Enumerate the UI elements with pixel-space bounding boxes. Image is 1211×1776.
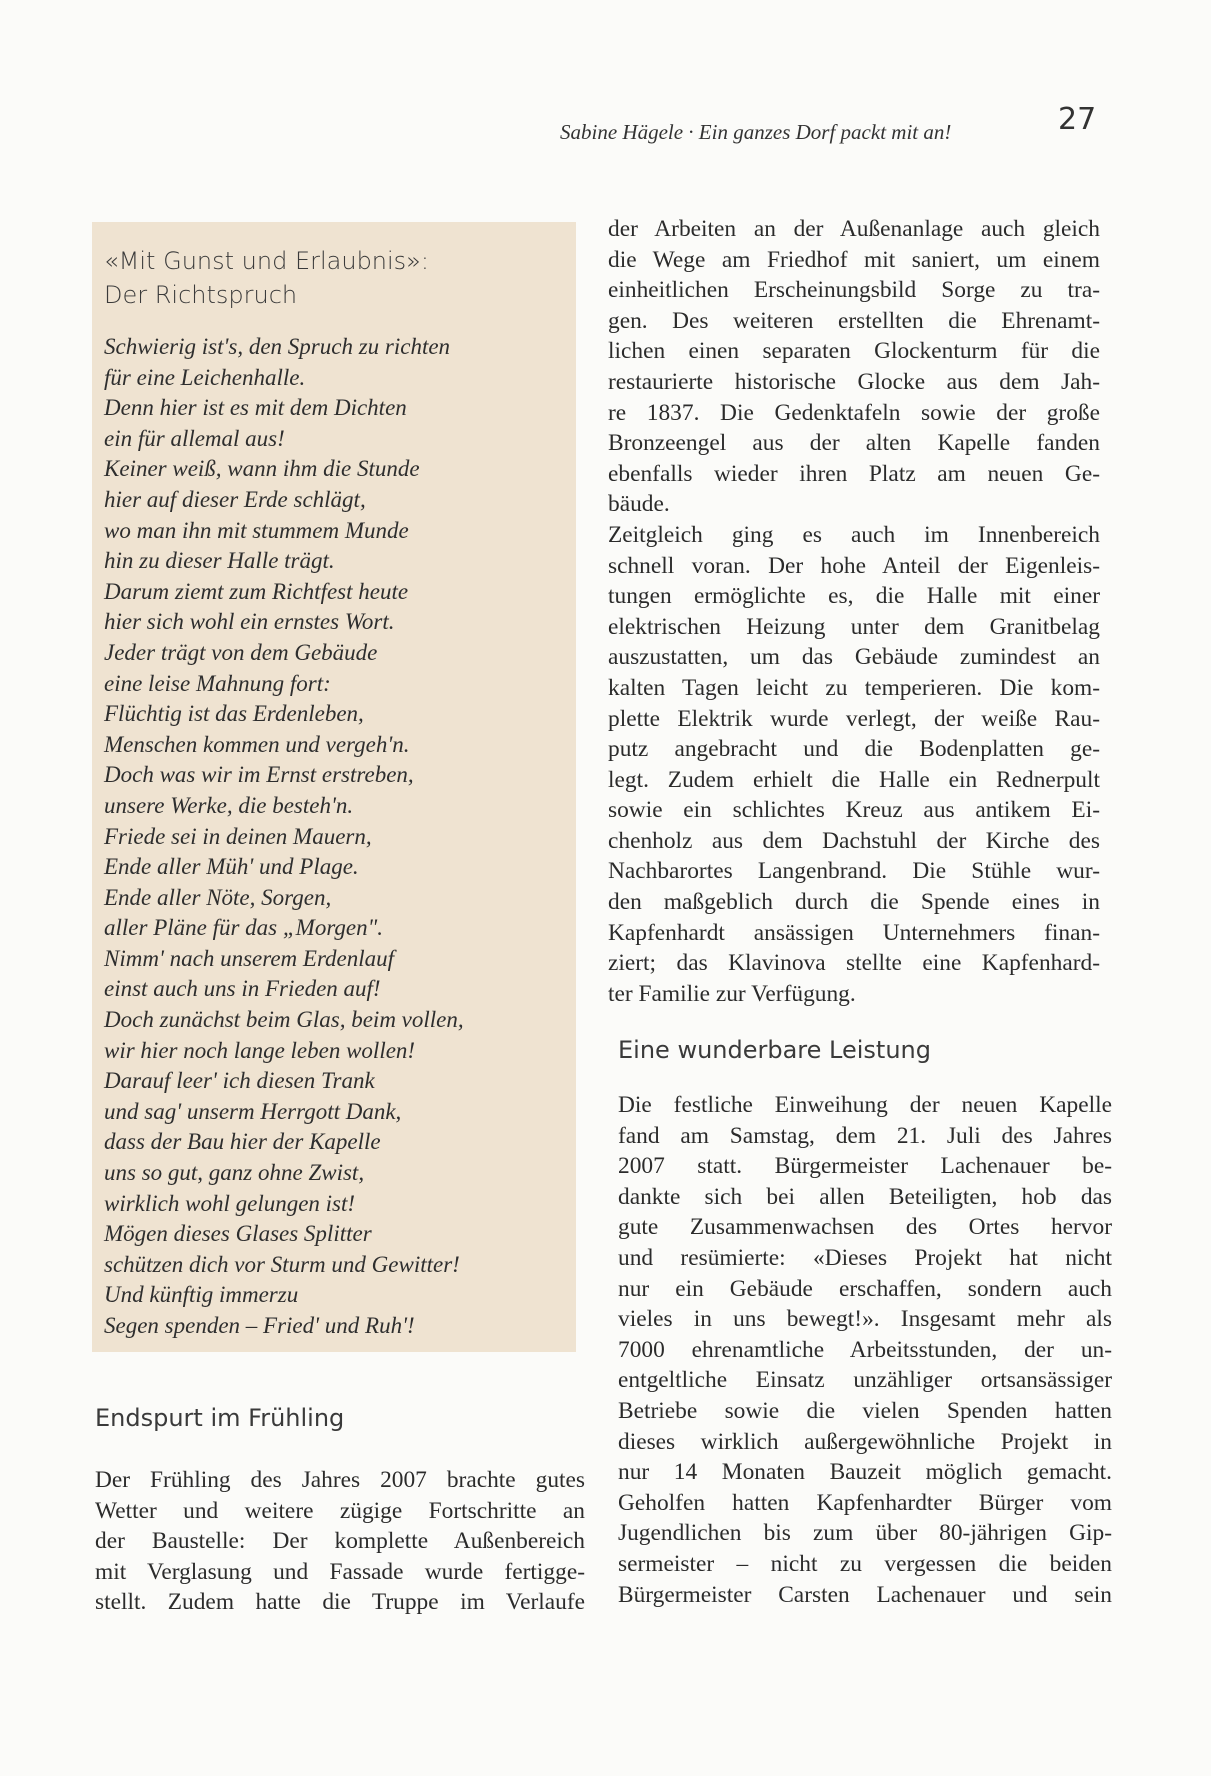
text-line: Der Frühling des Jahres 2007 brachte gutes (95, 1467, 585, 1493)
poem-line: für eine Leichenhalle. (104, 364, 306, 390)
right-column-text-a (608, 214, 1100, 1009)
text-line: 2007 statt. Bürgermeister Lachenauer be- (618, 1153, 1112, 1180)
poem-line: uns so gut, ganz ohne Zwist, (104, 1160, 365, 1186)
left-column-text (95, 1465, 585, 1618)
poem-line: und sag' unserm Herrgott Dank, (104, 1098, 402, 1124)
text-line: chenholz aus dem Dachstuhl der Kirche des (608, 827, 1100, 854)
poem-line: einst auch uns in Frieden auf! (104, 976, 381, 1002)
text-line: Bronzeengel aus der alten Kapelle fanden (608, 430, 1100, 457)
text-line: ebenfalls wieder ihren Platz am neuen Ge- (608, 460, 1100, 487)
box-heading-line: «Mit Gunst und Erlaubnis»: (104, 247, 429, 275)
text-line: sermeister – nicht zu vergessen die beiden (618, 1550, 1112, 1577)
text-line: der Baustelle: Der komplette Außenbereich (95, 1528, 585, 1555)
poem-line: aller Pläne für das „Morgen". (104, 915, 384, 941)
box-heading (104, 244, 564, 312)
poem-line: ein für allemal aus! (104, 425, 285, 451)
text-line: plette Elektrik wurde verlegt, der weiße Rau- (608, 705, 1100, 732)
text-line: Wetter und weitere zügige Fortschritte an (95, 1497, 585, 1524)
text-line: 7000 ehrenamtliche Arbeitsstunden, der un- (618, 1336, 1112, 1363)
text-line: Die festliche Einweihung der neuen Kapelle (618, 1092, 1112, 1118)
poem-line: unsere Werke, die besteh'n. (104, 792, 354, 818)
text-line: den maßgeblich durch die Spende eines in (608, 889, 1100, 916)
text-line: gute Zusammenwachsen des Ortes hervor (618, 1214, 1112, 1241)
text-line: fand am Samstag, dem 21. Juli des Jahres (618, 1122, 1112, 1149)
poem-line: Darum ziemt zum Richtfest heute (104, 578, 409, 604)
text-line: auszustatten, um das Gebäude zumindest an (608, 644, 1100, 671)
text-line: dankte sich bei allen Beteiligten, hob das (618, 1183, 1112, 1210)
text-line: Nachbarortes Langenbrand. Die Stühle wur- (608, 858, 1100, 885)
poem-line: hier sich wohl ein ernstes Wort. (104, 609, 395, 635)
poem-line: Jeder trägt von dem Gebäude (104, 639, 378, 665)
poem-line: Schwierig ist's, den Spruch zu richten (104, 334, 451, 359)
text-line: nur 14 Monaten Bauzeit möglich gemacht. (618, 1459, 1112, 1486)
text-line: nur ein Gebäude erschaffen, sondern auch (618, 1275, 1112, 1302)
text-line: sowie ein schlichtes Kreuz aus antikem Ei- (608, 797, 1100, 824)
poem-line: Keiner weiß, wann ihm die Stunde (104, 456, 420, 482)
text-line: mit Verglasung und Fassade wurde fertigge- (95, 1558, 585, 1585)
text-line: einheitlichen Erscheinungsbild Sorge zu tra- (608, 277, 1100, 304)
poem-line: hin zu dieser Halle trägt. (104, 548, 335, 574)
poem-line: Ende aller Müh' und Plage. (104, 854, 359, 880)
poem (104, 332, 564, 1342)
poem-line: hier auf dieser Erde schlägt, (104, 486, 366, 512)
poem-line: Nimm' nach unserem Erdenlauf (104, 945, 395, 971)
text-line: kalten Tagen leicht zu temperieren. Die kom- (608, 674, 1100, 701)
text-line: lichen einen separaten Glockenturm für die (608, 338, 1100, 365)
poem-line: Doch zunächst beim Glas, beim vollen, (104, 1007, 464, 1033)
text-line: Kapfenhardt ansässigen Unternehmers finan- (608, 919, 1100, 946)
poem-line: Flüchtig ist das Erdenleben, (104, 701, 364, 727)
text-line: restaurierte historische Glocke aus dem Jah- (608, 368, 1100, 395)
poem-line: wirklich wohl gelungen ist! (104, 1190, 356, 1216)
box-heading-line: Der Richtspruch (104, 281, 298, 309)
text-line: Zeitgleich ging es auch im Innenbereich (608, 521, 1100, 548)
text-line: stellt. Zudem hatte die Truppe im Verlaufe (95, 1589, 585, 1616)
running-title: Sabine Hägele · Ein ganzes Dorf packt mit an! (560, 120, 952, 144)
text-line: schnell voran. Der hohe Anteil der Eigenleis- (608, 552, 1100, 579)
text-line: tungen ermöglichte es, die Halle mit einer (608, 583, 1100, 610)
right-column-text-b (618, 1090, 1112, 1610)
poem-line: Segen spenden – Fried' und Ruh'! (104, 1313, 415, 1338)
text-line: und resümierte: «Dieses Projekt hat nicht (618, 1244, 1112, 1271)
poem-line: Menschen kommen und vergeh'n. (104, 731, 410, 757)
page-number: 27 (1058, 102, 1097, 137)
text-line: der Arbeiten an der Außenanlage auch gleich (608, 216, 1100, 242)
text-line: entgeltliche Einsatz unzähliger ortsansässiger (618, 1367, 1112, 1394)
text-line: legt. Zudem erhielt die Halle ein Rednerpult (608, 766, 1100, 793)
text-line: gen. Des weiteren erstellten die Ehrenamt- (608, 307, 1100, 334)
poem-line: dass der Bau hier der Kapelle (104, 1129, 381, 1155)
poem-line: Und künftig immerzu (104, 1282, 299, 1308)
poem-line: Mögen dieses Glases Splitter (104, 1221, 372, 1247)
text-line: Jugendlichen bis zum über 80-jährigen Gip- (618, 1520, 1112, 1547)
poem-line: Doch was wir im Ernst erstreben, (104, 762, 414, 788)
section-heading-leistung: Eine wunderbare Leistung (618, 1036, 931, 1064)
text-line: Bürgermeister Carsten Lachenauer und sein (618, 1581, 1112, 1608)
text-line: re 1837. Die Gedenktafeln sowie der große (608, 399, 1100, 426)
text-line: Geholfen hatten Kapfenhardter Bürger vom (618, 1489, 1112, 1516)
text-line: putz angebracht und die Bodenplatten ge- (608, 736, 1100, 763)
text-line: vieles in uns bewegt!». Insgesamt mehr als (618, 1306, 1112, 1333)
text-line: elektrischen Heizung unter dem Granitbelag (608, 613, 1100, 640)
text-line: bäude. (608, 491, 670, 518)
poem-line: Ende aller Nöte, Sorgen, (104, 884, 332, 910)
text-line: dieses wirklich außergewöhnliche Projekt in (618, 1428, 1112, 1455)
poem-line: wir hier noch lange leben wollen! (104, 1037, 416, 1063)
poem-line: Darauf leer' ich diesen Trank (104, 1068, 375, 1094)
poem-line: Friede sei in deinen Mauern, (104, 823, 372, 849)
poem-line: eine leise Mahnung fort: (104, 670, 331, 696)
poem-line: Denn hier ist es mit dem Dichten (104, 395, 407, 421)
text-line: ziert; das Klavinova stellte eine Kapfenhard- (608, 950, 1100, 977)
text-line: ter Familie zur Verfügung. (608, 980, 856, 1007)
text-line: die Wege am Friedhof mit saniert, um einem (608, 246, 1100, 273)
poem-line: wo man ihn mit stummem Munde (104, 517, 409, 543)
text-line: Betriebe sowie die vielen Spenden hatten (618, 1397, 1112, 1424)
poem-line: schützen dich vor Sturm und Gewitter! (104, 1251, 460, 1277)
section-heading-endspurt: Endspurt im Frühling (95, 1404, 345, 1432)
